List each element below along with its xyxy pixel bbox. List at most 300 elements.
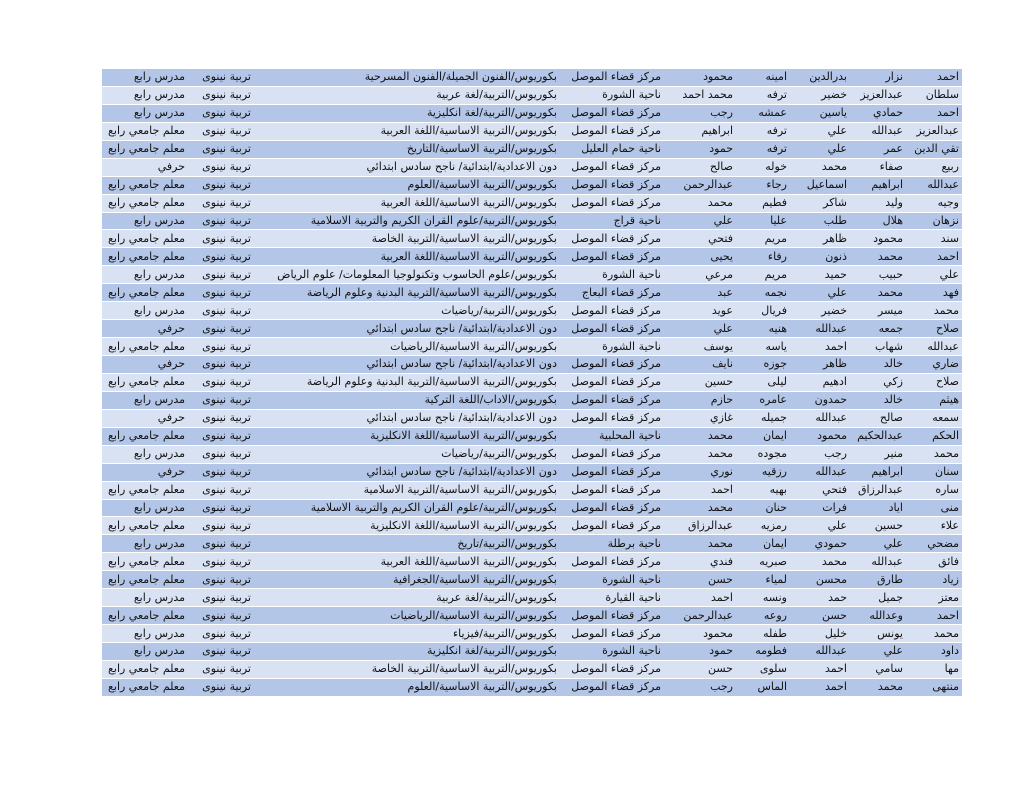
cell-residence: مركز قضاء الموصل — [560, 248, 664, 266]
cell-mother-name: روعه — [736, 607, 790, 625]
cell-residence: مركز قضاء الموصل — [560, 625, 664, 643]
cell-mother-father-name: عبدالرحمن — [664, 607, 736, 625]
cell-mother-father-name: رجب — [664, 678, 736, 696]
cell-directorate: تربية نينوى — [188, 248, 254, 266]
cell-residence: مركز قضاء الموصل — [560, 230, 664, 248]
cell-mother-father-name: حسين — [664, 373, 736, 391]
table-row — [102, 176, 962, 194]
cell-residence: ناحية الشورة — [560, 338, 664, 356]
cell-directorate: تربية نينوى — [188, 643, 254, 661]
table-row — [102, 140, 962, 158]
cell-grandfather-name: شاكر — [790, 194, 850, 212]
cell-qualification: بكوريوس/التربية الاساسية/التربية البدنية وعلوم الرياضة — [254, 284, 560, 302]
cell-job-title: مدرس رابع — [102, 302, 188, 320]
cell-job-title: معلم جامعي رابع — [102, 338, 188, 356]
table-row — [102, 499, 962, 517]
cell-mother-name: سلوى — [736, 660, 790, 678]
table-row — [102, 678, 962, 696]
cell-first-name: زياد — [906, 571, 962, 589]
cell-residence: مركز قضاء الموصل — [560, 373, 664, 391]
cell-mother-name: ترفه — [736, 86, 790, 104]
cell-qualification: بكوريوس/التربية/تاريخ — [254, 535, 560, 553]
cell-directorate: تربية نينوى — [188, 463, 254, 481]
cell-mother-name: ترفه — [736, 140, 790, 158]
cell-qualification: دون الاعدادية/ابتدائية/ ناجح سادس ابتدائي — [254, 158, 560, 176]
cell-residence: ناحية قراج — [560, 212, 664, 230]
cell-job-title: مدرس رابع — [102, 86, 188, 104]
cell-directorate: تربية نينوى — [188, 589, 254, 607]
cell-mother-name: هنيه — [736, 320, 790, 338]
cell-qualification: بكوريوس/التربية/لغة عربية — [254, 589, 560, 607]
cell-first-name: مها — [906, 660, 962, 678]
cell-residence: مركز قضاء الموصل — [560, 356, 664, 374]
cell-mother-name: رزقيه — [736, 463, 790, 481]
cell-mother-name: ايمان — [736, 535, 790, 553]
cell-father-name: صالح — [850, 409, 906, 427]
cell-father-name: ابراهيم — [850, 463, 906, 481]
cell-qualification: بكوريوس/التربية الاساسية/اللغة العربية — [254, 248, 560, 266]
cell-qualification: بكوريوس/التربية الاساسية/العلوم — [254, 176, 560, 194]
cell-first-name: ساره — [906, 481, 962, 499]
cell-mother-father-name: محمد — [664, 445, 736, 463]
table-row — [102, 643, 962, 661]
cell-qualification: بكوريوس/التربية الاساسية/اللغة العربية — [254, 122, 560, 140]
table-row — [102, 158, 962, 176]
cell-mother-name: طفله — [736, 625, 790, 643]
cell-directorate: تربية نينوى — [188, 373, 254, 391]
cell-residence: مركز قضاء الموصل — [560, 69, 664, 86]
table-row — [102, 409, 962, 427]
cell-grandfather-name: علي — [790, 140, 850, 158]
cell-job-title: معلم جامعي رابع — [102, 427, 188, 445]
cell-directorate: تربية نينوى — [188, 678, 254, 696]
cell-grandfather-name: طلب — [790, 212, 850, 230]
cell-job-title: معلم جامعي رابع — [102, 678, 188, 696]
cell-mother-name: حنان — [736, 499, 790, 517]
cell-qualification: بكوريوس/التربية الاساسية/التربية الاسلامية — [254, 481, 560, 499]
cell-mother-father-name: غازي — [664, 409, 736, 427]
table-row — [102, 660, 962, 678]
cell-mother-name: عامره — [736, 391, 790, 409]
cell-residence: ناحية القيارة — [560, 589, 664, 607]
cell-residence: مركز قضاء الموصل — [560, 176, 664, 194]
cell-qualification: بكوريوس/التربية الاساسية/التربية البدنية وعلوم الرياضة — [254, 373, 560, 391]
cell-job-title: معلم جامعي رابع — [102, 553, 188, 571]
cell-residence: مركز قضاء الموصل — [560, 409, 664, 427]
cell-mother-father-name: محمد — [664, 194, 736, 212]
cell-mother-father-name: مرعي — [664, 266, 736, 284]
cell-qualification: بكوريوس/التربية/لغة عربية — [254, 86, 560, 104]
cell-grandfather-name: محسن — [790, 571, 850, 589]
cell-qualification: بكوريوس/التربية الاساسية/اللغة العربية — [254, 553, 560, 571]
cell-directorate: تربية نينوى — [188, 86, 254, 104]
cell-grandfather-name: علي — [790, 284, 850, 302]
cell-father-name: عمر — [850, 140, 906, 158]
cell-mother-father-name: ابراهيم — [664, 122, 736, 140]
cell-first-name: نزهان — [906, 212, 962, 230]
cell-grandfather-name: عبدالله — [790, 409, 850, 427]
cell-directorate: تربية نينوى — [188, 69, 254, 86]
cell-directorate: تربية نينوى — [188, 356, 254, 374]
cell-first-name: منتهى — [906, 678, 962, 696]
cell-mother-father-name: محمد احمد — [664, 86, 736, 104]
cell-mother-name: جميله — [736, 409, 790, 427]
cell-mother-name: ياسه — [736, 338, 790, 356]
cell-mother-name: ايمان — [736, 427, 790, 445]
cell-grandfather-name: خليل — [790, 625, 850, 643]
cell-first-name: محمد — [906, 445, 962, 463]
cell-father-name: عبدالله — [850, 553, 906, 571]
cell-grandfather-name: محمد — [790, 553, 850, 571]
cell-mother-name: امينه — [736, 69, 790, 86]
cell-grandfather-name: علي — [790, 122, 850, 140]
cell-father-name: عبدالله — [850, 122, 906, 140]
cell-qualification: بكوريوس/التربية الاساسية/اللغة الانكليزية — [254, 427, 560, 445]
cell-mother-father-name: نايف — [664, 356, 736, 374]
cell-grandfather-name: عبدالله — [790, 463, 850, 481]
cell-first-name: تقي الدين — [906, 140, 962, 158]
cell-mother-name: رجاء — [736, 176, 790, 194]
cell-grandfather-name: حمد — [790, 589, 850, 607]
cell-qualification: بكوريوس/التربية/لغة انكليزية — [254, 643, 560, 661]
cell-qualification: بكوريوس/التربية الاساسية/التاريخ — [254, 140, 560, 158]
cell-mother-father-name: عبدالرزاق — [664, 517, 736, 535]
cell-qualification: بكوريوس/التربية/فيزياء — [254, 625, 560, 643]
cell-job-title: مدرس رابع — [102, 391, 188, 409]
cell-first-name: الحكم — [906, 427, 962, 445]
cell-grandfather-name: عبدالله — [790, 643, 850, 661]
cell-mother-father-name: محمود — [664, 69, 736, 86]
cell-grandfather-name: عبدالله — [790, 320, 850, 338]
cell-directorate: تربية نينوى — [188, 481, 254, 499]
cell-directorate: تربية نينوى — [188, 158, 254, 176]
table-row — [102, 338, 962, 356]
cell-mother-father-name: عبدالرحمن — [664, 176, 736, 194]
cell-mother-father-name: احمد — [664, 481, 736, 499]
cell-father-name: ابراهيم — [850, 176, 906, 194]
cell-mother-name: صبريه — [736, 553, 790, 571]
cell-grandfather-name: ظاهر — [790, 230, 850, 248]
table-row — [102, 104, 962, 122]
cell-mother-father-name: نوري — [664, 463, 736, 481]
cell-qualification: بكوريوس/التربية الاساسية/اللغة الانكليزية — [254, 517, 560, 535]
cell-grandfather-name: احمد — [790, 338, 850, 356]
cell-residence: مركز قضاء الموصل — [560, 678, 664, 696]
cell-directorate: تربية نينوى — [188, 212, 254, 230]
cell-mother-father-name: محمد — [664, 427, 736, 445]
cell-mother-name: مريم — [736, 266, 790, 284]
cell-mother-name: رفاء — [736, 248, 790, 266]
cell-mother-name: فطيم — [736, 194, 790, 212]
cell-grandfather-name: حميد — [790, 266, 850, 284]
cell-residence: مركز قضاء الموصل — [560, 463, 664, 481]
cell-father-name: يونس — [850, 625, 906, 643]
cell-job-title: حرفي — [102, 463, 188, 481]
table-row — [102, 320, 962, 338]
cell-qualification: دون الاعدادية/ابتدائية/ ناجح سادس ابتدائي — [254, 356, 560, 374]
cell-mother-father-name: محمد — [664, 499, 736, 517]
table-row — [102, 571, 962, 589]
cell-first-name: سمعه — [906, 409, 962, 427]
cell-job-title: معلم جامعي رابع — [102, 660, 188, 678]
cell-directorate: تربية نينوى — [188, 445, 254, 463]
cell-job-title: معلم جامعي رابع — [102, 140, 188, 158]
table-row — [102, 230, 962, 248]
cell-directorate: تربية نينوى — [188, 104, 254, 122]
cell-qualification: دون الاعدادية/ابتدائية/ ناجح سادس ابتدائي — [254, 320, 560, 338]
cell-first-name: سلطان — [906, 86, 962, 104]
cell-mother-name: نجمه — [736, 284, 790, 302]
cell-residence: مركز قضاء الموصل — [560, 445, 664, 463]
cell-father-name: اياد — [850, 499, 906, 517]
table-row — [102, 122, 962, 140]
cell-first-name: احمد — [906, 69, 962, 86]
cell-grandfather-name: ظاهر — [790, 356, 850, 374]
cell-father-name: زكي — [850, 373, 906, 391]
cell-first-name: منى — [906, 499, 962, 517]
cell-residence: مركز قضاء الموصل — [560, 104, 664, 122]
table-row — [102, 302, 962, 320]
cell-directorate: تربية نينوى — [188, 427, 254, 445]
cell-directorate: تربية نينوى — [188, 571, 254, 589]
table-row — [102, 427, 962, 445]
table-row — [102, 212, 962, 230]
cell-first-name: معتز — [906, 589, 962, 607]
cell-job-title: معلم جامعي رابع — [102, 284, 188, 302]
cell-first-name: صلاح — [906, 373, 962, 391]
cell-job-title: معلم جامعي رابع — [102, 194, 188, 212]
cell-mother-father-name: حسن — [664, 660, 736, 678]
cell-grandfather-name: خضير — [790, 302, 850, 320]
cell-mother-name: عليا — [736, 212, 790, 230]
cell-grandfather-name: حسن — [790, 607, 850, 625]
cell-qualification: بكوريوس/الفنون الجميلة/الفنون المسرحية — [254, 69, 560, 86]
cell-job-title: حرفي — [102, 320, 188, 338]
cell-father-name: جمعه — [850, 320, 906, 338]
cell-first-name: احمد — [906, 248, 962, 266]
cell-father-name: عبدالحكيم — [850, 427, 906, 445]
cell-mother-name: مجوده — [736, 445, 790, 463]
cell-directorate: تربية نينوى — [188, 535, 254, 553]
cell-directorate: تربية نينوى — [188, 660, 254, 678]
cell-father-name: علي — [850, 535, 906, 553]
cell-father-name: نزار — [850, 69, 906, 86]
cell-qualification: بكوريوس/التربية الاساسية/الرياضيات — [254, 607, 560, 625]
cell-residence: مركز قضاء البعاج — [560, 284, 664, 302]
table-row — [102, 266, 962, 284]
cell-father-name: وليد — [850, 194, 906, 212]
cell-mother-father-name: صالح — [664, 158, 736, 176]
cell-qualification: بكوريوس/التربية/رياضيات — [254, 302, 560, 320]
table-row — [102, 607, 962, 625]
table-row — [102, 481, 962, 499]
cell-mother-father-name: علي — [664, 320, 736, 338]
cell-mother-father-name: فتحي — [664, 230, 736, 248]
cell-qualification: بكوريوس/التربية الاساسية/اللغة العربية — [254, 194, 560, 212]
cell-grandfather-name: ذنون — [790, 248, 850, 266]
cell-first-name: سند — [906, 230, 962, 248]
cell-mother-name: ونسه — [736, 589, 790, 607]
cell-first-name: مضحي — [906, 535, 962, 553]
cell-qualification: بكوريوس/التربية/لغة انكليزية — [254, 104, 560, 122]
cell-first-name: وجيه — [906, 194, 962, 212]
cell-job-title: حرفي — [102, 356, 188, 374]
cell-residence: مركز قضاء الموصل — [560, 553, 664, 571]
cell-job-title: معلم جامعي رابع — [102, 176, 188, 194]
table-row — [102, 356, 962, 374]
cell-residence: ناحية الشورة — [560, 643, 664, 661]
cell-first-name: سنان — [906, 463, 962, 481]
cell-grandfather-name: خضير — [790, 86, 850, 104]
cell-job-title: مدرس رابع — [102, 445, 188, 463]
cell-directorate: تربية نينوى — [188, 284, 254, 302]
cell-grandfather-name: اسماعيل — [790, 176, 850, 194]
cell-directorate: تربية نينوى — [188, 302, 254, 320]
cell-qualification: دون الاعدادية/ابتدائية/ ناجح سادس ابتدائي — [254, 463, 560, 481]
cell-father-name: حسين — [850, 517, 906, 535]
cell-mother-father-name: علي — [664, 212, 736, 230]
cell-first-name: عبدالعزيز — [906, 122, 962, 140]
names-table-sheet — [102, 69, 962, 697]
cell-father-name: محمد — [850, 284, 906, 302]
cell-job-title: معلم جامعي رابع — [102, 571, 188, 589]
table-row — [102, 535, 962, 553]
cell-job-title: مدرس رابع — [102, 643, 188, 661]
cell-father-name: حبيب — [850, 266, 906, 284]
cell-first-name: ضاري — [906, 356, 962, 374]
cell-first-name: هيثم — [906, 391, 962, 409]
cell-mother-name: مريم — [736, 230, 790, 248]
cell-grandfather-name: احمد — [790, 678, 850, 696]
cell-grandfather-name: فرات — [790, 499, 850, 517]
cell-job-title: مدرس رابع — [102, 69, 188, 86]
cell-father-name: جميل — [850, 589, 906, 607]
cell-first-name: عبدالله — [906, 176, 962, 194]
cell-directorate: تربية نينوى — [188, 499, 254, 517]
cell-mother-father-name: حمود — [664, 643, 736, 661]
cell-grandfather-name: ادهيم — [790, 373, 850, 391]
cell-residence: ناحية برطلة — [560, 535, 664, 553]
cell-mother-father-name: حازم — [664, 391, 736, 409]
cell-job-title: حرفي — [102, 409, 188, 427]
cell-job-title: معلم جامعي رابع — [102, 248, 188, 266]
cell-qualification: بكوريوس/التربية/علوم القران الكريم والتربية الاسلامية — [254, 212, 560, 230]
cell-father-name: عبدالرزاق — [850, 481, 906, 499]
cell-job-title: مدرس رابع — [102, 266, 188, 284]
cell-qualification: بكوريوس/التربية/رياضيات — [254, 445, 560, 463]
cell-job-title: مدرس رابع — [102, 499, 188, 517]
cell-first-name: داود — [906, 643, 962, 661]
cell-qualification: بكوريوس/علوم الحاسوب وتكنولوجيا المعلومات/ علوم الرياض — [254, 266, 560, 284]
cell-qualification: بكوريوس/التربية الاساسية/الجغرافية — [254, 571, 560, 589]
cell-job-title: مدرس رابع — [102, 625, 188, 643]
table-row — [102, 391, 962, 409]
cell-grandfather-name: محمد — [790, 158, 850, 176]
cell-father-name: وعدالله — [850, 607, 906, 625]
cell-father-name: علي — [850, 643, 906, 661]
cell-mother-father-name: يحيى — [664, 248, 736, 266]
cell-residence: مركز قضاء الموصل — [560, 391, 664, 409]
cell-father-name: محمود — [850, 230, 906, 248]
cell-father-name: محمد — [850, 678, 906, 696]
table-row — [102, 284, 962, 302]
cell-father-name: شهاب — [850, 338, 906, 356]
cell-first-name: محمد — [906, 302, 962, 320]
cell-father-name: هلال — [850, 212, 906, 230]
cell-father-name: طارق — [850, 571, 906, 589]
names-table — [102, 69, 962, 697]
cell-residence: مركز قضاء الموصل — [560, 607, 664, 625]
cell-residence: مركز قضاء الموصل — [560, 158, 664, 176]
cell-grandfather-name: ياسين — [790, 104, 850, 122]
table-row — [102, 625, 962, 643]
cell-first-name: ربيع — [906, 158, 962, 176]
cell-grandfather-name: حمدون — [790, 391, 850, 409]
cell-father-name: خالد — [850, 391, 906, 409]
cell-job-title: معلم جامعي رابع — [102, 481, 188, 499]
table-row — [102, 248, 962, 266]
cell-father-name: محمد — [850, 248, 906, 266]
cell-mother-father-name: احمد — [664, 589, 736, 607]
cell-grandfather-name: بدرالدين — [790, 69, 850, 86]
table-row — [102, 589, 962, 607]
cell-residence: مركز قضاء الموصل — [560, 302, 664, 320]
cell-directorate: تربية نينوى — [188, 230, 254, 248]
cell-father-name: سامي — [850, 660, 906, 678]
cell-first-name: علاء — [906, 517, 962, 535]
cell-directorate: تربية نينوى — [188, 391, 254, 409]
cell-directorate: تربية نينوى — [188, 266, 254, 284]
cell-mother-father-name: عويد — [664, 302, 736, 320]
cell-mother-name: بهيه — [736, 481, 790, 499]
cell-residence: ناحية حمام العليل — [560, 140, 664, 158]
cell-job-title: مدرس رابع — [102, 212, 188, 230]
cell-first-name: احمد — [906, 104, 962, 122]
cell-job-title: معلم جامعي رابع — [102, 230, 188, 248]
cell-mother-name: فريال — [736, 302, 790, 320]
cell-directorate: تربية نينوى — [188, 553, 254, 571]
cell-qualification: بكوريوس/التربية الاساسية/الرياضيات — [254, 338, 560, 356]
cell-directorate: تربية نينوى — [188, 140, 254, 158]
cell-qualification: دون الاعدادية/ابتدائية/ ناجح سادس ابتدائي — [254, 409, 560, 427]
cell-directorate: تربية نينوى — [188, 409, 254, 427]
cell-mother-father-name: رجب — [664, 104, 736, 122]
cell-mother-name: جوزه — [736, 356, 790, 374]
cell-grandfather-name: محمود — [790, 427, 850, 445]
cell-job-title: معلم جامعي رابع — [102, 122, 188, 140]
cell-mother-father-name: محمود — [664, 625, 736, 643]
cell-mother-name: الماس — [736, 678, 790, 696]
table-row — [102, 373, 962, 391]
cell-father-name: خالد — [850, 356, 906, 374]
cell-grandfather-name: رجب — [790, 445, 850, 463]
cell-job-title: معلم جامعي رابع — [102, 517, 188, 535]
cell-mother-father-name: فندي — [664, 553, 736, 571]
cell-mother-name: ترفه — [736, 122, 790, 140]
cell-grandfather-name: احمد — [790, 660, 850, 678]
cell-job-title: مدرس رابع — [102, 589, 188, 607]
table-row — [102, 86, 962, 104]
cell-first-name: فهد — [906, 284, 962, 302]
cell-job-title: مدرس رابع — [102, 104, 188, 122]
cell-qualification: بكوريوس/التربية الاساسية/التربية الخاصة — [254, 660, 560, 678]
cell-residence: ناحية المحلبية — [560, 427, 664, 445]
table-row — [102, 69, 962, 86]
cell-directorate: تربية نينوى — [188, 625, 254, 643]
cell-qualification: بكوريوس/التربية الاساسية/العلوم — [254, 678, 560, 696]
cell-residence: مركز قضاء الموصل — [560, 517, 664, 535]
cell-father-name: عبدالعزيز — [850, 86, 906, 104]
